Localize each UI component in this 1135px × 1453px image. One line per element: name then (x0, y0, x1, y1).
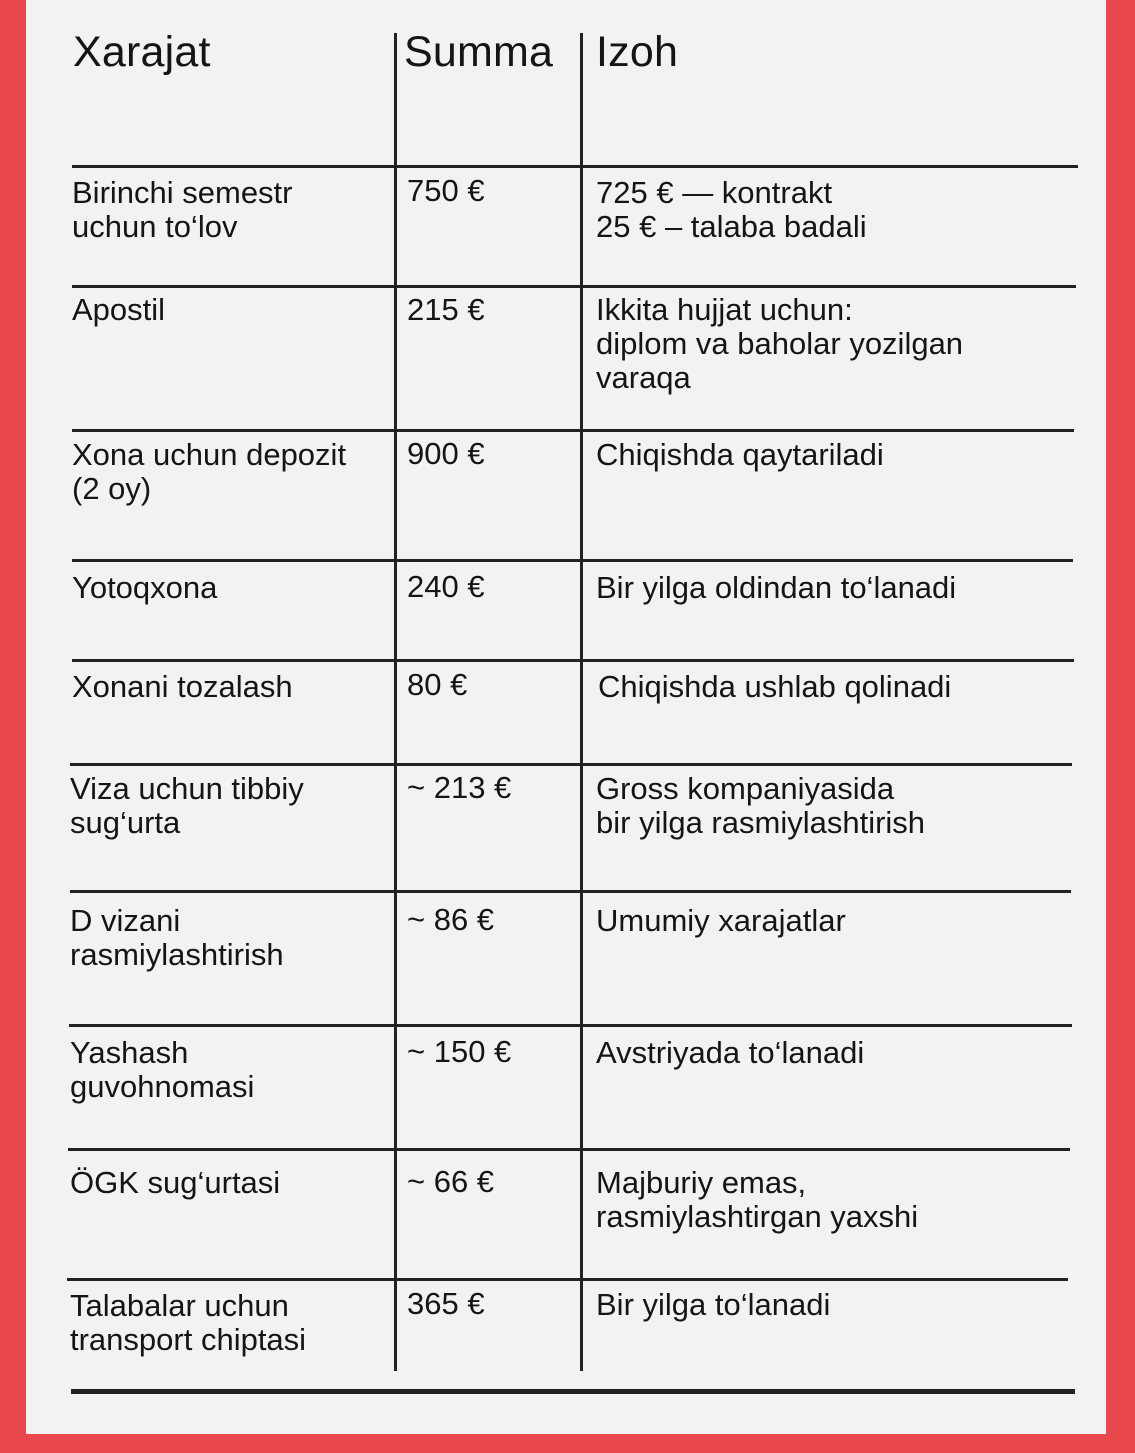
row-4-note: Bir yilga oldindan to‘lanadi (596, 570, 957, 605)
row-divider (70, 890, 1071, 893)
row-9-expense: ÖGK sug‘urtasi (70, 1165, 281, 1200)
row-10-amount: 365 € (407, 1286, 485, 1321)
row-divider (72, 165, 1078, 168)
row-2-note: Ikkita hujjat uchun: diplom va baholar yozilgan varaqa (596, 292, 964, 395)
column-divider-2 (580, 33, 583, 1371)
row-5-amount: 80 € (407, 667, 468, 702)
row-8-amount: ~ 150 € (407, 1034, 512, 1069)
row-1-amount: 750 € (407, 173, 485, 208)
row-8-expense: Yashash guvohnomasi (70, 1035, 255, 1104)
row-1-note: 725 € — kontrakt 25 € – talaba badali (596, 175, 867, 244)
row-6-expense: Viza uchun tibbiy sug‘urta (70, 771, 304, 840)
row-6-note: Gross kompaniyasida bir yilga rasmiylashtirish (596, 771, 926, 840)
row-2-expense: Apostil (72, 292, 166, 327)
row-10-note: Bir yilga to‘lanadi (596, 1287, 831, 1322)
row-4-amount: 240 € (407, 569, 485, 604)
row-divider (68, 1148, 1070, 1151)
row-divider (67, 1278, 1068, 1281)
row-7-note: Umumiy xarajatlar (596, 903, 846, 938)
row-divider (72, 285, 1076, 288)
row-divider (72, 429, 1074, 432)
row-divider (70, 763, 1072, 766)
row-divider (69, 1024, 1072, 1027)
header-amount: Summa (404, 28, 554, 76)
row-1-expense: Birinchi semestr uchun to‘lov (72, 175, 293, 244)
row-7-amount: ~ 86 € (407, 902, 495, 937)
column-divider-1 (394, 33, 397, 1371)
table-bottom-border (71, 1389, 1075, 1394)
row-8-note: Avstriyada to‘lanadi (596, 1035, 865, 1070)
header-expense: Xarajat (73, 28, 211, 76)
row-2-amount: 215 € (407, 292, 485, 327)
row-3-amount: 900 € (407, 436, 485, 471)
row-divider (72, 559, 1073, 562)
row-9-note: Majburiy emas, rasmiylashtirgan yaxshi (596, 1165, 919, 1234)
row-3-note: Chiqishda qaytariladi (596, 437, 884, 472)
row-3-expense: Xona uchun depozit (2 oy) (72, 437, 347, 506)
row-4-expense: Yotoqxona (72, 570, 218, 605)
header-note: Izoh (596, 28, 679, 76)
row-6-amount: ~ 213 € (407, 770, 512, 805)
row-10-expense: Talabalar uchun transport chiptasi (70, 1288, 307, 1357)
row-divider (72, 659, 1074, 662)
row-5-note: Chiqishda ushlab qolinadi (598, 669, 952, 704)
row-9-amount: ~ 66 € (407, 1164, 495, 1199)
row-7-expense: D vizani rasmiylashtirish (70, 903, 284, 972)
row-5-expense: Xonani tozalash (72, 669, 293, 704)
